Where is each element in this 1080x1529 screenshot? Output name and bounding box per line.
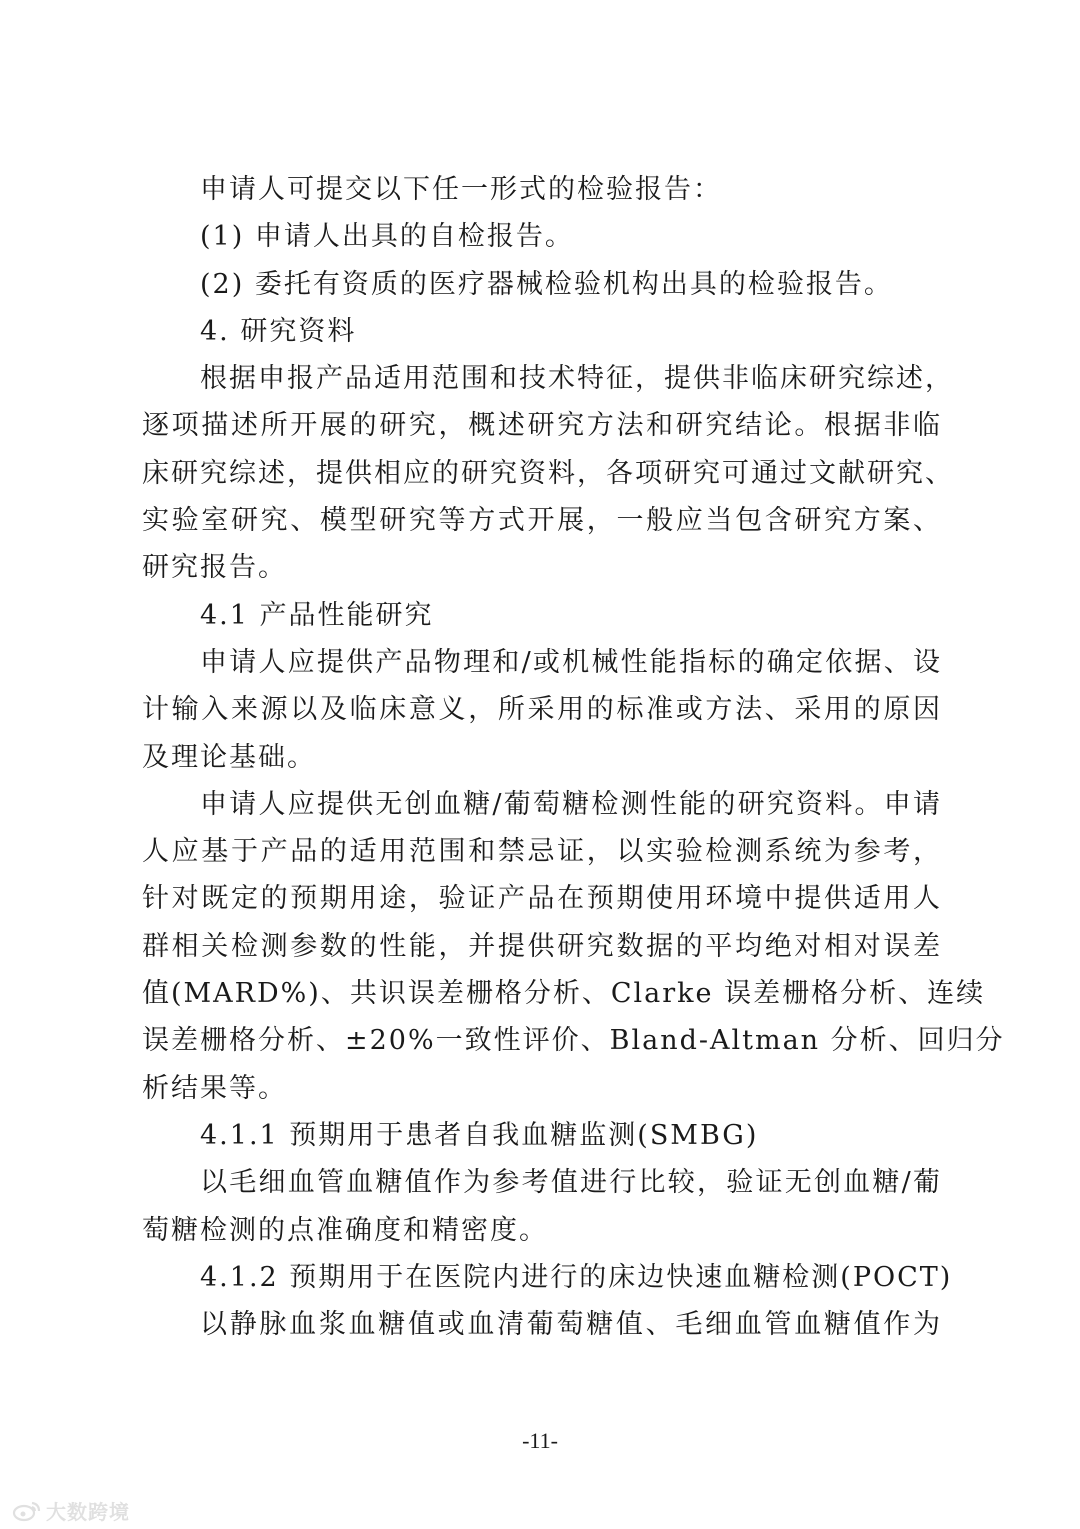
text-line: 申请人应提供产品物理和/或机械性能指标的确定依据、设 bbox=[200, 646, 942, 678]
text-line: 误差栅格分析、±20%一致性评价、Bland-Altman 分析、回归分 bbox=[142, 1025, 1005, 1057]
text-line: 4.1 产品性能研究 bbox=[200, 599, 434, 631]
text-line: 4.1.2 预期用于在医院内进行的床边快速血糖检测(POCT) bbox=[200, 1261, 953, 1293]
text-line: 及理论基础。 bbox=[142, 741, 316, 773]
page-number: -11- bbox=[522, 1428, 558, 1453]
text-line: 逐项描述所开展的研究，概述研究方法和研究结论。根据非临 bbox=[142, 410, 942, 442]
text-line: 针对既定的预期用途，验证产品在预期使用环境中提供适用人 bbox=[142, 883, 942, 915]
text-line: 4.1.1 预期用于患者自我血糖监测(SMBG) bbox=[200, 1119, 759, 1151]
text-line: 计输入来源以及临床意义，所采用的标准或方法、采用的原因 bbox=[142, 694, 942, 726]
text-line: 值(MARD%)、共识误差栅格分析、Clarke 误差栅格分析、连续 bbox=[142, 978, 986, 1010]
text-line: 实验室研究、模型研究等方式开展，一般应当包含研究方案、 bbox=[142, 505, 942, 537]
document-body bbox=[142, 166, 1005, 1348]
text-line: 萄糖检测的点准确度和精密度。 bbox=[142, 1214, 548, 1246]
weibo-logo-icon bbox=[12, 1500, 42, 1522]
watermark bbox=[12, 1496, 130, 1525]
text-line: (1) 申请人出具的自检报告。 bbox=[200, 221, 574, 253]
text-line: 人应基于产品的适用范围和禁忌证，以实验检测系统为参考， bbox=[142, 836, 942, 868]
text-line: 根据申报产品适用范围和技术特征，提供非临床研究综述， bbox=[200, 363, 954, 395]
text-line: 申请人应提供无创血糖/葡萄糖检测性能的研究资料。申请 bbox=[200, 788, 942, 820]
text-line: 床研究综述，提供相应的研究资料，各项研究可通过文献研究、 bbox=[142, 457, 954, 489]
watermark-text: 大数跨境 bbox=[46, 1500, 130, 1524]
text-line: 申请人可提交以下任一形式的检验报告： bbox=[200, 174, 722, 205]
text-line: 以静脉血浆血糖值或血清葡萄糖值、毛细血管血糖值作为 bbox=[200, 1309, 942, 1341]
text-line: 研究报告。 bbox=[142, 552, 287, 584]
text-line: 以毛细血管血糖值作为参考值进行比较，验证无创血糖/葡 bbox=[200, 1167, 942, 1199]
text-line: (2) 委托有资质的医疗器械检验机构出具的检验报告。 bbox=[200, 268, 893, 300]
text-line: 群相关检测参数的性能，并提供研究数据的平均绝对相对误差 bbox=[142, 930, 942, 962]
text-line: 4. 研究资料 bbox=[200, 315, 357, 347]
text-line: 析结果等。 bbox=[142, 1072, 287, 1104]
